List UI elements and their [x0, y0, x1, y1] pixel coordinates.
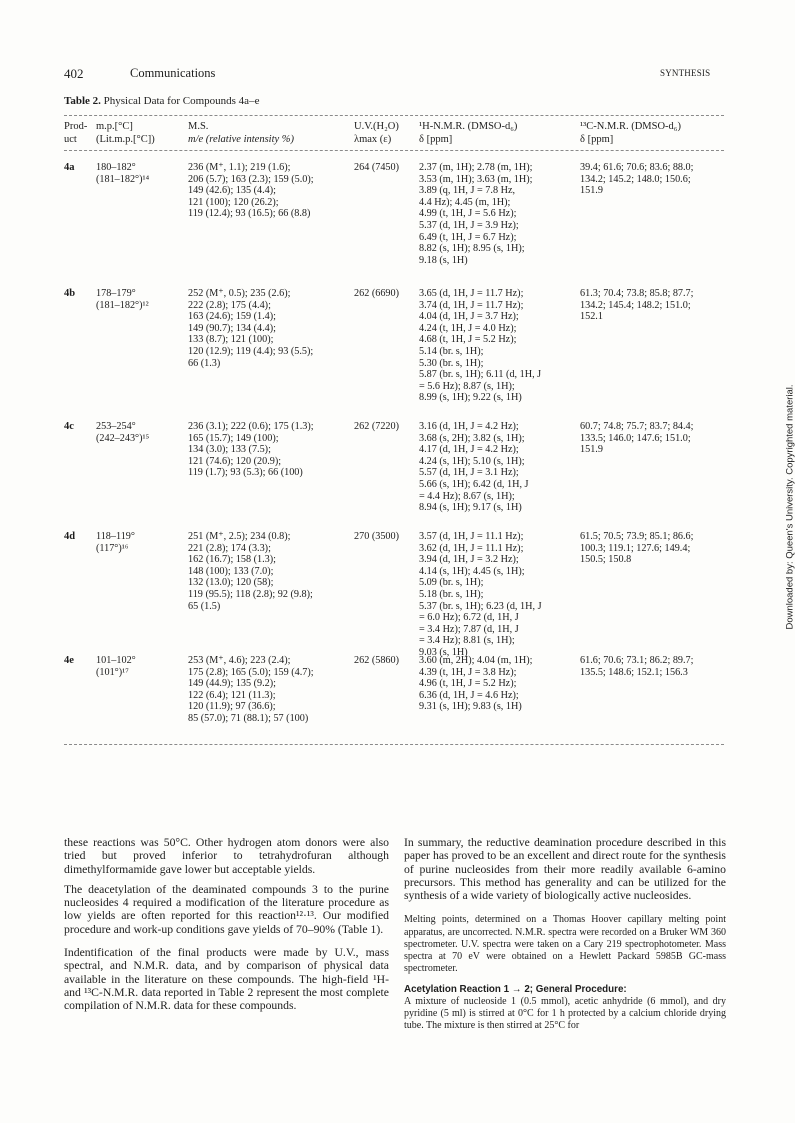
column-header-line: uct	[64, 133, 77, 145]
h-nmr-cell	[419, 162, 532, 266]
cell-line: 251 (M⁺, 2.5); 234 (0.8);	[188, 531, 291, 542]
cell-line: (181–182°)¹⁴	[96, 173, 150, 185]
cell-line: 178–179°	[96, 288, 136, 299]
right-text-column	[404, 836, 726, 1039]
ms-cell	[188, 655, 314, 725]
page-number: 402	[64, 66, 84, 81]
cell-line: 39.4; 61.6; 70.6; 83.6; 88.0;	[580, 162, 694, 173]
h-nmr-cell	[419, 288, 541, 404]
h-nmr-cell	[419, 655, 532, 713]
ms-cell	[188, 288, 313, 369]
cell-line: 119 (12.4); 93 (16.5); 66 (8.8)	[188, 208, 311, 220]
cell-line: 6.36 (d, 1H, J = 4.6 Hz);	[419, 689, 519, 701]
cell-line: 65 (1.5)	[188, 600, 221, 612]
cell-line: 5.57 (d, 1H, J = 3.1 Hz);	[419, 467, 519, 479]
paragraph: Melting points, determined on a Thomas Hoover capillary melting point apparatus, are uncorrected. N.M.R. spectra were recorded on a Bruker WM 360 spectrometer. U.V. spectra were taken on a Cary 219 spectrophotometer. Mass spectra at 70 eV were obtained on a Hewlett Packard 5985B GC-mass spectrometer.	[404, 914, 726, 975]
column-header-ms	[188, 121, 294, 146]
c-nmr-cell	[580, 288, 693, 323]
h-nmr-cell	[419, 421, 529, 514]
cell-line: 3.16 (d, 1H, J = 4.2 Hz);	[419, 421, 519, 432]
mp-cell	[96, 421, 149, 444]
cell-line: 206 (5.7); 163 (2.3); 159 (5.0);	[188, 173, 314, 185]
h-nmr-cell	[419, 531, 542, 659]
cell-line: 180–182°	[96, 162, 136, 173]
column-header-13c-nmr	[580, 121, 681, 146]
cell-line: 132 (13.0); 120 (58);	[188, 577, 274, 589]
cell-line: 149 (44.9); 135 (9.2);	[188, 678, 276, 690]
mp-cell	[96, 655, 136, 678]
cell-line: 3.53 (m, 1H); 3.63 (m, 1H);	[419, 173, 533, 185]
download-notice	[783, 332, 795, 682]
table-top-rule	[64, 115, 724, 116]
ms-cell	[188, 421, 314, 479]
cell-line: 6.49 (t, 1H, J = 6.7 Hz);	[419, 231, 517, 243]
mp-cell	[96, 288, 149, 311]
cell-line: 122 (6.4); 121 (11.3);	[188, 689, 276, 701]
table-caption-label: Table 2.	[64, 95, 101, 107]
cell-line: 151.9	[580, 185, 603, 197]
cell-line: 4.96 (t, 1H, J = 5.2 Hz);	[419, 678, 517, 690]
paragraph: In summary, the reductive deamination procedure described in this paper has proved to be an excellent and direct route for the synthesis of purine nucleosides from their more readily available 6-amino precursors. This method has generality and can be utilized for the synthesis of a wide variety of biologically active nucleosides.	[404, 836, 726, 903]
paragraph: these reactions was 50°C. Other hydrogen atom donors were also tried but proved inferior to tetrahydrofuran although dimethylformamide gave lower but acceptable yields.	[64, 836, 389, 876]
cell-line: 9.18 (s, 1H)	[419, 254, 468, 266]
cell-line: 66 (1.3)	[188, 357, 221, 369]
cell-line: 253–254°	[96, 421, 136, 432]
cell-line: 134.2; 145.4; 148.2; 151.0;	[580, 299, 691, 311]
cell-line: = 3.4 Hz); 8.81 (s, 1H);	[419, 635, 515, 647]
table-caption-text: Physical Data for Compounds 4a–e	[100, 95, 260, 107]
cell-line: 152.1	[580, 311, 603, 323]
column-header-1h-nmr	[419, 121, 517, 146]
product-id: 4b	[64, 288, 76, 299]
cell-line: 3.62 (d, 1H, J = 11.1 Hz);	[419, 542, 524, 554]
table-caption	[64, 95, 259, 107]
cell-line: 149 (42.6); 135 (4.4);	[188, 185, 276, 197]
column-header-line: U.V.(H₂O)	[354, 121, 399, 132]
cell-line: 61.3; 70.4; 73.8; 85.8; 87.7;	[580, 288, 694, 299]
mp-cell	[96, 531, 135, 554]
cell-line: 5.09 (br. s, 1H);	[419, 577, 484, 589]
cell-line: 162 (16.7); 158 (1.3);	[188, 554, 276, 566]
uv-cell: 262 (6690)	[354, 288, 399, 299]
cell-line: 4.17 (d, 1H, J = 4.2 Hz);	[419, 444, 519, 456]
table-header-rule	[64, 150, 724, 151]
cell-line: 3.74 (d, 1H, J = 11.7 Hz);	[419, 299, 524, 311]
column-header-line: δ [ppm]	[419, 133, 453, 145]
cell-line: = 6.0 Hz); 6.72 (d, 1H, J	[419, 612, 519, 624]
cell-line: 5.37 (br. s, 1H); 6.23 (d, 1H, J	[419, 600, 542, 612]
column-header-line: δ [ppm]	[580, 133, 614, 145]
column-header-line: λmax (ε)	[354, 133, 392, 145]
cell-line: 119 (1.7); 93 (5.3); 66 (100)	[188, 467, 303, 479]
cell-line: 9.31 (s, 1H); 9.83 (s, 1H)	[419, 701, 522, 713]
cell-line: 5.87 (br. s, 1H); 6.11 (d, 1H, J	[419, 369, 542, 381]
cell-line: 119 (95.5); 118 (2.8); 92 (9.8);	[188, 588, 313, 600]
cell-line: 163 (24.6); 159 (1.4);	[188, 311, 276, 323]
left-text-column	[64, 836, 389, 1020]
column-header-line: ¹³C-N.M.R. (DMSO-d₆)	[580, 121, 681, 132]
paragraph: A mixture of nucleoside 1 (0.5 mmol), acetic anhydride (6 mmol), and dry pyridine (5 ml) is stirred at 0°C for 1 h protected by a calcium chloride drying tube. The mixture is then stirred at 25°C for	[404, 995, 726, 1032]
column-header-line: ¹H-N.M.R. (DMSO-d₆)	[419, 121, 518, 132]
cell-line: 134 (3.0); 133 (7.5);	[188, 444, 271, 456]
column-header-mp	[96, 121, 155, 146]
cell-line: 222 (2.8); 175 (4.4);	[188, 299, 271, 311]
cell-line: 4.14 (s, 1H); 4.45 (s, 1H);	[419, 565, 525, 577]
cell-line: = 3.4 Hz); 7.87 (d, 1H, J	[419, 623, 519, 635]
cell-line: 133 (8.7); 121 (100);	[188, 334, 274, 346]
cell-line: 61.6; 70.6; 73.1; 86.2; 89.7;	[580, 655, 694, 666]
cell-line: 5.37 (d, 1H, J = 3.9 Hz);	[419, 219, 519, 231]
cell-line: 5.30 (br. s, 1H);	[419, 357, 484, 369]
column-header-line: m.p.[°C]	[96, 121, 133, 132]
cell-line: 148 (100); 133 (7.0);	[188, 565, 274, 577]
ms-cell	[188, 531, 313, 612]
cell-line: 121 (74.6); 120 (20.9);	[188, 455, 282, 467]
cell-line: 100.3; 119.1; 127.6; 149.4;	[580, 542, 691, 554]
cell-line: 150.5; 150.8	[580, 554, 632, 566]
procedure-heading: Acetylation Reaction 1 → 2; General Procedure:	[404, 983, 627, 995]
journal-name: SYNTHESIS	[660, 68, 711, 78]
cell-line: 120 (12.9); 119 (4.4); 93 (5.5);	[188, 345, 314, 357]
uv-cell: 270 (3500)	[354, 531, 399, 542]
cell-line: = 4.4 Hz); 8.67 (s, 1H);	[419, 490, 515, 502]
c-nmr-cell	[580, 531, 693, 566]
column-header-line: Prod-	[64, 121, 88, 132]
cell-line: (101°)¹⁷	[96, 666, 129, 678]
table-bottom-rule	[64, 744, 724, 745]
column-header-line: M.S.	[188, 121, 209, 132]
cell-line: 2.37 (m, 1H); 2.78 (m, 1H);	[419, 162, 533, 173]
cell-line: 4.39 (t, 1H, J = 3.8 Hz);	[419, 666, 517, 678]
cell-line: 61.5; 70.5; 73.9; 85.1; 86.6;	[580, 531, 694, 542]
uv-cell: 262 (7220)	[354, 421, 399, 432]
cell-line: 101–102°	[96, 655, 136, 666]
column-header-line: (Lit.m.p.[°C])	[96, 133, 155, 145]
cell-line: 60.7; 74.8; 75.7; 83.7; 84.4;	[580, 421, 694, 432]
cell-line: 9.03 (s, 1H)	[419, 646, 468, 658]
column-header-uv	[354, 121, 399, 146]
cell-line: (181–182°)¹²	[96, 299, 149, 311]
cell-line: 3.89 (q, 1H, J = 7.8 Hz,	[419, 185, 516, 197]
cell-line: 5.66 (s, 1H); 6.42 (d, 1H, J	[419, 478, 529, 490]
cell-line: 151.9	[580, 444, 603, 456]
cell-line: 3.60 (m, 2H); 4.04 (m, 1H);	[419, 655, 533, 666]
cell-line: 4.24 (t, 1H, J = 4.0 Hz);	[419, 322, 517, 334]
cell-line: 85 (57.0); 71 (88.1); 57 (100)	[188, 712, 309, 724]
cell-line: 165 (15.7); 149 (100);	[188, 432, 279, 444]
cell-line: (117°)¹⁶	[96, 542, 129, 554]
cell-line: 221 (2.8); 174 (3.3);	[188, 542, 271, 554]
cell-line: 8.94 (s, 1H); 9.17 (s, 1H)	[419, 502, 522, 514]
cell-line: = 5.6 Hz); 8.87 (s, 1H);	[419, 380, 515, 392]
product-id: 4e	[64, 655, 74, 666]
cell-line: 118–119°	[96, 531, 135, 542]
cell-line: 4.04 (d, 1H, J = 3.7 Hz);	[419, 311, 519, 323]
cell-line: 3.57 (d, 1H, J = 11.1 Hz);	[419, 531, 524, 542]
cell-line: 135.5; 148.6; 152.1; 156.3	[580, 666, 688, 678]
cell-line: (242–243°)¹⁵	[96, 432, 150, 444]
uv-cell: 264 (7450)	[354, 162, 399, 173]
product-id: 4d	[64, 531, 76, 542]
cell-line: 4.4 Hz); 4.45 (m, 1H);	[419, 196, 511, 208]
cell-line: 3.65 (d, 1H, J = 11.7 Hz);	[419, 288, 524, 299]
product-id: 4c	[64, 421, 74, 432]
experimental-section	[404, 914, 726, 1032]
cell-line: 5.14 (br. s, 1H);	[419, 345, 484, 357]
cell-line: 133.5; 146.0; 147.6; 151.0;	[580, 432, 691, 444]
cell-line: 3.94 (d, 1H, J = 3.2 Hz);	[419, 554, 519, 566]
cell-line: 8.99 (s, 1H); 9.22 (s, 1H)	[419, 392, 522, 404]
cell-line: 4.24 (s, 1H); 5.10 (s, 1H);	[419, 455, 525, 467]
cell-line: 121 (100); 120 (26.2);	[188, 196, 279, 208]
c-nmr-cell	[580, 162, 693, 197]
cell-line: 236 (3.1); 222 (0.6); 175 (1.3);	[188, 421, 314, 432]
cell-line: 8.82 (s, 1H); 8.95 (s, 1H);	[419, 243, 525, 255]
c-nmr-cell	[580, 655, 693, 678]
uv-cell: 262 (5860)	[354, 655, 399, 666]
cell-line: 4.68 (t, 1H, J = 5.2 Hz);	[419, 334, 517, 346]
section-title: Communications	[130, 66, 216, 80]
cell-line: 149 (90.7); 134 (4.4);	[188, 322, 276, 334]
cell-line: 4.99 (t, 1H, J = 5.6 Hz);	[419, 208, 517, 220]
product-id: 4a	[64, 162, 75, 173]
column-header-line: m/e (relative intensity %)	[188, 133, 295, 145]
column-header-product	[64, 121, 87, 146]
cell-line: 253 (M⁺, 4.6); 223 (2.4);	[188, 655, 291, 666]
cell-line: 236 (M⁺, 1.1); 219 (1.6);	[188, 162, 291, 173]
paragraph: The deacetylation of the deaminated compounds 3 to the purine nucleosides 4 required a modification of the literature procedure as low yields are often reported for this reaction¹²·¹³. Our modified procedure and work-up conditions gave yields of 70–90% (Table 1).	[64, 882, 389, 936]
paragraph: Indentification of the final products were made by U.V., mass spectral, and N.M.R. data, and by comparison of physical data available in the literature on these compounds. The high-field ¹H- and ¹³C-N.M.R. data reported in Table 2 represent the most complete compilation of N.M.R. data for these compounds.	[64, 946, 389, 1013]
cell-line: 175 (2.8); 165 (5.0); 159 (4.7);	[188, 666, 314, 678]
cell-line: 3.68 (s, 2H); 3.82 (s, 1H);	[419, 432, 525, 444]
c-nmr-cell	[580, 421, 693, 456]
cell-line: 252 (M⁺, 0.5); 235 (2.6);	[188, 288, 291, 299]
cell-line: 134.2; 145.2; 148.0; 150.6;	[580, 173, 691, 185]
cell-line: 120 (11.9); 97 (36.6);	[188, 701, 276, 713]
download-notice-text: Downloaded by: Queen's University. Copyrighted material.	[784, 384, 795, 630]
ms-cell	[188, 162, 314, 220]
cell-line: 5.18 (br. s, 1H);	[419, 588, 484, 600]
mp-cell	[96, 162, 149, 185]
